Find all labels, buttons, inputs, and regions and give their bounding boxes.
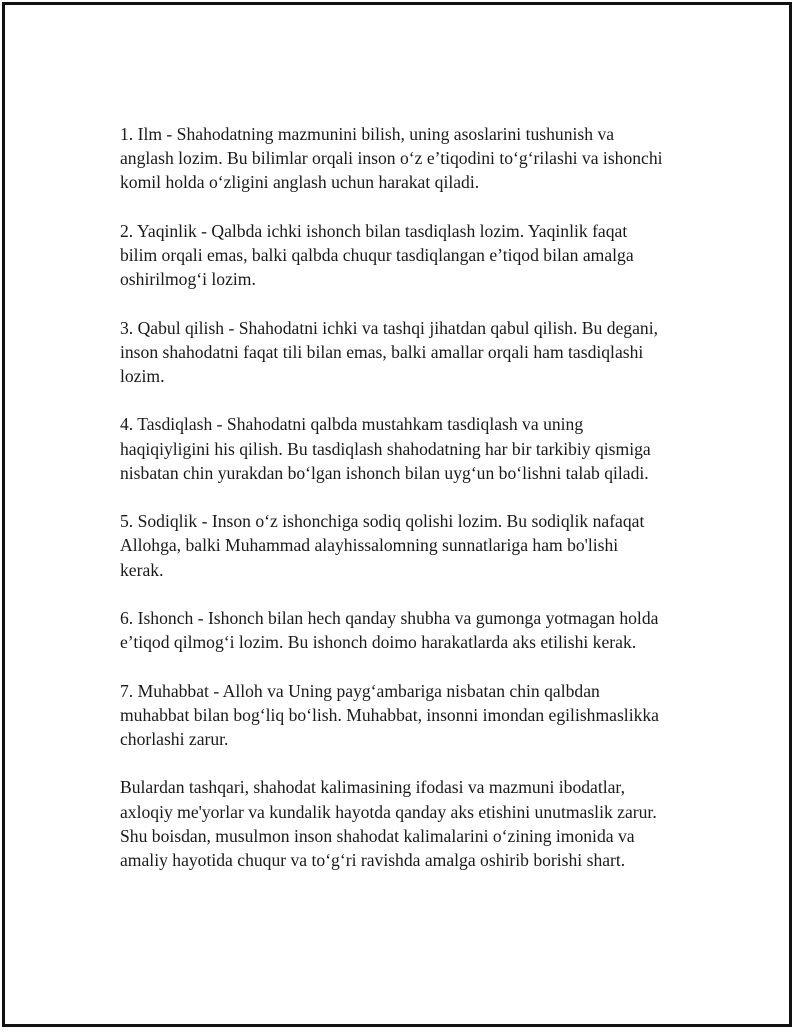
paragraph-tasdiqlash	[120, 412, 720, 485]
text-line: 5. Sodiqlik - Inson o‘z ishonchiga sodiq qolishi lozim. Bu sodiqlik nafaqat	[120, 511, 645, 532]
text-line: e’tiqod qilmog‘i lozim. Bu ishonch doimo harakatlarda aks etilishi kerak.	[120, 632, 637, 653]
text-line: inson shahodatni faqat tili bilan emas, balki amallar orqali ham tasdiqlashi	[120, 341, 644, 362]
text-line: oshirilmog‘i lozim.	[120, 269, 256, 290]
paragraph-muhabbat	[120, 679, 720, 752]
paragraph-yaqinlik	[120, 219, 720, 292]
paragraph-sodiqlik	[120, 509, 720, 582]
text-line: nisbatan chin yurakdan bo‘lgan ishonch bilan uyg‘un bo‘lishni talab qiladi.	[120, 462, 649, 483]
paragraph-ilm	[120, 122, 720, 195]
text-line: komil holda o‘zligini anglash uchun harakat qiladi.	[120, 172, 480, 193]
text-line: 3. Qabul qilish - Shahodatni ichki va tashqi jihatdan qabul qilish. Bu degani,	[120, 317, 659, 338]
text-line: bilim orqali emas, balki qalbda chuqur tasdiqlangan e’tiqod bilan amalga	[120, 245, 634, 265]
text-line: Allohga, balki Muhammad alayhissalomning sunnatlariga ham bo'lishi	[120, 535, 619, 556]
text-line: axloqiy me'yorlar va kundalik hayotda qanday aks etishini unutmaslik zarur.	[120, 801, 657, 822]
page-frame	[2, 2, 792, 1027]
text-line: 4. Tasdiqlash - Shahodatni qalbda mustahkam tasdiqlash va uning	[120, 414, 584, 435]
text-line: Shu boisdan, musulmon inson shahodat kalimalarini o‘zining imonida va	[120, 825, 635, 846]
text-line: kerak.	[120, 559, 164, 580]
text-line: anglash lozim. Bu bilimlar orqali inson o‘z e’tiqodini to‘g‘rilashi va ishonchi	[120, 148, 663, 169]
paragraph-ishonch	[120, 606, 720, 654]
text-line: muhabbat bilan bog‘liq bo‘lish. Muhabbat, insonni imondan egilishmaslikka	[120, 704, 659, 725]
text-line: 2. Yaqinlik - Qalbda ichki ishonch bilan tasdiqlash lozim. Yaqinlik faqat	[120, 220, 628, 241]
paragraph-qabul-qilish	[120, 316, 720, 389]
text-line: 7. Muhabbat - Alloh va Uning payg‘ambariga nisbatan chin qalbdan	[120, 680, 600, 701]
text-line: 6. Ishonch - Ishonch bilan hech qanday shubha va gumonga yotmagan holda	[120, 607, 659, 628]
text-line: amaliy hayotida chuqur va to‘g‘ri ravishda amalga oshirib borishi shart.	[120, 849, 626, 870]
text-line: lozim.	[120, 366, 165, 386]
paragraph-conclusion	[120, 775, 720, 872]
document-body	[120, 122, 720, 896]
text-line: 1. Ilm - Shahodatning mazmunini bilish, uning asoslarini tushunish va	[120, 124, 615, 144]
text-line: haqiqiyligini his qilish. Bu tasdiqlash shahodatning har bir tarkibiy qismiga	[120, 438, 651, 459]
text-line: chorlashi zarur.	[120, 728, 229, 749]
text-line: Bulardan tashqari, shahodat kalimasining ifodasi va mazmuni ibodatlar,	[120, 777, 625, 798]
